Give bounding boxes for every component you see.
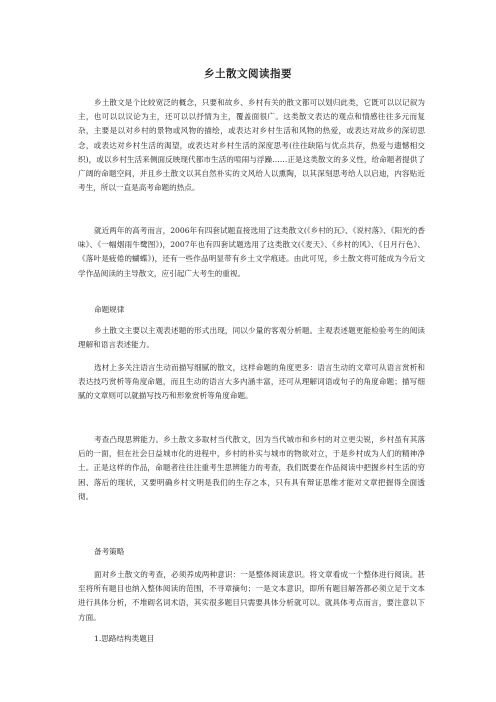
subheading-thought-structure: 1.思路结构类题目 [94,634,155,643]
paragraph-exam-trend: 就近两年的高考而言，2006年有四套试题直接选用了这类散文(《乡村的瓦》、《说村落》、《阳光的香味》、《一幅烟雨牛鹭图》)，2007年也有四套试题选用了这类散文(《麦天》、《乡村的风》、《日月行色》、《落叶是疲倦的蝴蝶》)，还有一些作品明显带有乡土文学痕迹。由此可见，乡土散文将可能成为今后文学作品阅读的主导散文，应引起广大考生的重视。 [78,226,425,278]
paragraph-critical-thinking: 考查凸现思辨能力。乡土散文多取材当代散文，因为当代城市和乡村的对立更尖锐，乡村虽有其落后的一面，但在社会日益城市化的进程中，乡村的朴实与城市的物欲对立，于是乡村成为人们的精神净土。正是这样的作品，命题者往往注重考生思辨能力的考查，我们既要在作品阅读中把握乡村生活的穷困、落后的现状，又要明确乡村文明是我们的生存之本，只有具有辩证思维才能对文章把握得全面透彻。 [78,435,425,501]
paragraph-intro: 乡土散文是个比较宽泛的概念，只要和故乡、乡村有关的散文都可以划归此类，它既可以以记叙为主，也可以以议论为主，还可以以抒情为主，覆盖面很广。这类散文表达的观点和情感往往多元而复杂，主要是以对乡村的景物或风物的描绘，或表达对乡村生活和风物的热爱，或表达对故乡的深切思念，或表达对乡村生活的渴望，或表达对乡村生活的深度思考(往往缺陷与优点共存，热爱与遗憾相交织)，或以乡村生活来侧面反映现代都市生活的喧闹与浮躁……正是这类散文的多义性，给命题者提供了广阔的命题空间，并且乡土散文以其自然朴实的文风给人以熏陶，以其深刻思考给人以启迪，内容贴近考生，所以一直是高考命题的热点。 [78,98,425,193]
section-heading-rules: 命题规律 [94,305,125,314]
paragraph-material-selection: 选材上多关注语言生动而描写细腻的散文，这样命题的角度更多：语言生动的文章可从语言赏析和表达技巧赏析等角度命题，而且生动的语言大多内涵丰富，还可从理解词语或句子的角度命题；描写细腻的文章则可以就描写技巧和形象赏析等角度命题。 [78,363,425,401]
section-heading-strategy: 备考策略 [94,547,125,556]
paragraph-reading-awareness: 面对乡土散文的考查，必须养成两种意识：一是整体阅读意识。将文章看成一个整体进行阅读。甚至将所有题目也纳入整体阅读的范围，不寻章摘句；一是文本意识，即所有题目解答都必须立足于文本进行具体分析，不堆砌名词术语，其实很多题目只需要具体分析就可以。就具体考点而言，要注意以下方面。 [78,570,425,622]
paragraph-question-format: 乡土散文主要以主观表述题的形式出现，同以少量的客观分析题。主观表述题更能检验考生的阅读理解和语言表述能力。 [78,326,425,350]
document-title: 乡土散文阅读指要 [204,68,292,80]
